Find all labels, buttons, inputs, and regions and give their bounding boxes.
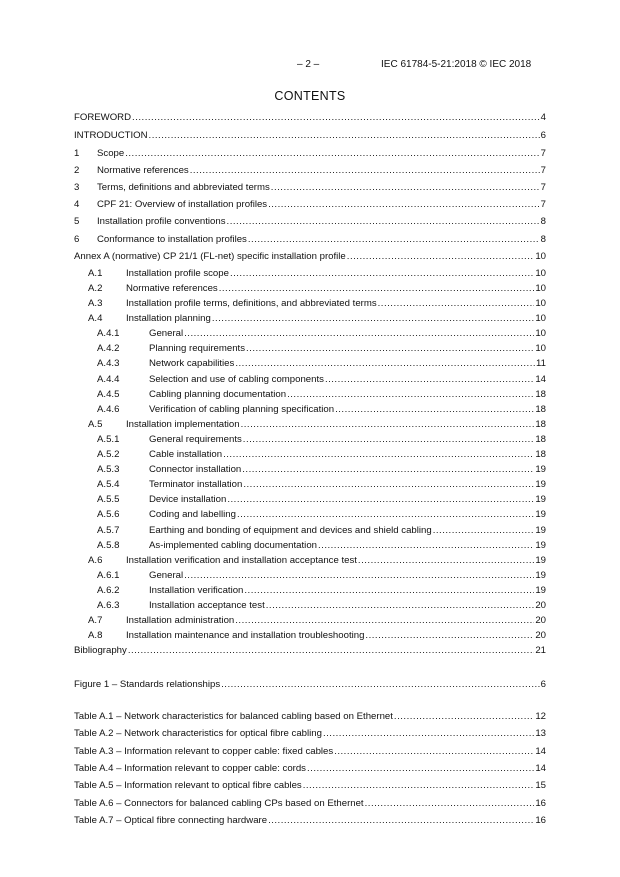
toc-entry-page: 10 — [535, 268, 546, 279]
dot-leader — [221, 679, 540, 690]
toc-entry[interactable] — [74, 679, 546, 693]
toc-entry-page: 21 — [535, 645, 546, 656]
toc-entry-number: A.4.4 — [97, 374, 120, 385]
toc-entry-number: A.5.1 — [97, 434, 120, 445]
toc-entry-number: A.6.3 — [97, 600, 120, 611]
toc-entry-label: Earthing and bonding of equipment and devices and shield cabling — [149, 525, 432, 536]
toc-entry-number: A.6 — [88, 555, 103, 566]
toc-entry-label: Installation verification and installation acceptance test — [126, 555, 357, 566]
toc-entry-label: Table A.1 – Network characteristics for balanced cabling based on Ethernet — [74, 711, 393, 722]
toc-entry-page: 14 — [535, 374, 546, 385]
dot-leader — [128, 645, 535, 656]
dot-leader — [268, 199, 540, 210]
toc-entry[interactable] — [74, 182, 546, 196]
toc-entry-page: 13 — [535, 728, 546, 740]
toc-entry-label: INTRODUCTION — [74, 130, 148, 141]
toc-entry-label: Annex A (normative) CP 21/1 (FL-net) specific installation profile — [74, 251, 346, 262]
toc-entry-page: 18 — [535, 389, 546, 400]
dot-leader — [242, 464, 534, 475]
toc-entry-page: 10 — [535, 251, 546, 262]
toc-entry-page: 19 — [535, 464, 546, 475]
toc-entry-number: A.5.6 — [97, 509, 120, 520]
document-reference: IEC 61784-5-21:2018 © IEC 2018 — [381, 59, 532, 70]
toc-entry-label: General requirements — [149, 434, 242, 445]
toc-entry-page: 14 — [535, 745, 546, 757]
dot-leader — [223, 449, 534, 460]
toc-entry-label: Installation acceptance test — [149, 600, 265, 611]
toc-entry[interactable] — [74, 585, 546, 599]
toc-entry[interactable] — [74, 815, 546, 829]
toc-entry-number: A.2 — [88, 283, 103, 294]
toc-entry-label: Coding and labelling — [149, 509, 236, 520]
toc-entry-number: A.5.3 — [97, 464, 120, 475]
toc-entry[interactable] — [74, 728, 546, 742]
dot-leader — [230, 268, 534, 279]
toc-entry[interactable] — [74, 540, 546, 554]
toc-entry-label: Planning requirements — [149, 343, 245, 354]
toc-entry-label: Verification of cabling planning specification — [149, 404, 335, 415]
toc-entry-page: 7 — [540, 148, 546, 159]
dot-leader — [323, 728, 534, 739]
toc-entry-page: 8 — [540, 216, 546, 227]
dot-leader — [149, 130, 540, 141]
dot-leader — [227, 494, 534, 505]
dot-leader — [184, 570, 534, 581]
toc-entry-page: 20 — [535, 630, 546, 641]
toc-entry-label: As-implemented cabling documentation — [149, 540, 317, 551]
dot-leader — [243, 434, 535, 445]
dot-leader — [246, 343, 534, 354]
toc-entry-page: 6 — [540, 679, 546, 690]
dot-leader — [244, 585, 534, 596]
toc-entry-page: 19 — [535, 525, 546, 536]
toc-entry-label: FOREWORD — [74, 112, 132, 123]
toc-entry-page: 12 — [535, 711, 546, 722]
toc-entry[interactable] — [74, 374, 546, 388]
toc-entry-label: Normative references — [126, 283, 218, 294]
toc-entry[interactable] — [74, 358, 546, 372]
toc-entry[interactable] — [74, 645, 546, 659]
toc-entry-page: 10 — [535, 313, 546, 324]
toc-entry-page: 7 — [540, 199, 546, 210]
toc-entry-number: 5 — [74, 216, 80, 227]
toc-entry[interactable] — [74, 525, 546, 539]
dot-leader — [248, 234, 540, 245]
toc-entry-number: 6 — [74, 234, 80, 245]
toc-entry-number: 1 — [74, 148, 80, 159]
toc-entry-label: Table A.2 – Network characteristics for optical fibre cabling — [74, 728, 322, 740]
dot-leader — [378, 298, 535, 309]
toc-entry[interactable] — [74, 434, 546, 448]
toc-entry-number: A.5 — [88, 419, 103, 430]
toc-entry[interactable] — [74, 509, 546, 523]
toc-entry-number: A.5.4 — [97, 479, 120, 490]
toc-entry-page: 16 — [535, 797, 546, 809]
toc-entry[interactable] — [74, 449, 546, 463]
toc-entry-page: 19 — [535, 585, 546, 596]
toc-entry[interactable] — [74, 419, 546, 433]
dot-leader — [219, 283, 535, 294]
toc-entry[interactable] — [74, 555, 546, 569]
toc-entry-label: Figure 1 – Standards relationships — [74, 679, 221, 690]
dot-leader — [271, 182, 540, 193]
toc-entry-label: Installation verification — [149, 585, 244, 596]
toc-entry[interactable] — [74, 251, 546, 265]
toc-entry[interactable] — [74, 216, 546, 230]
toc-entry[interactable] — [74, 234, 546, 248]
toc-entry-page: 19 — [535, 570, 546, 581]
contents-title: CONTENTS — [274, 89, 346, 103]
toc-entry-label: Device installation — [149, 494, 227, 505]
dot-leader — [365, 798, 535, 809]
toc-entry[interactable] — [74, 570, 546, 584]
toc-entry-page: 15 — [535, 780, 546, 792]
toc-entry-page: 19 — [535, 540, 546, 551]
dot-leader — [184, 328, 534, 339]
toc-entry[interactable] — [74, 165, 546, 179]
toc-entry-number: 4 — [74, 199, 80, 210]
toc-entry-page: 19 — [535, 509, 546, 520]
toc-entry-page: 19 — [535, 555, 546, 566]
toc-entry-label: General — [149, 328, 184, 339]
toc-entry-label: Selection and use of cabling components — [149, 374, 324, 385]
toc-entry-label: Bibliography — [74, 645, 127, 656]
toc-entry-page: 20 — [535, 615, 546, 626]
toc-entry[interactable] — [74, 615, 546, 629]
toc-entry[interactable] — [74, 600, 546, 614]
toc-entry-page: 16 — [535, 814, 546, 826]
toc-entry-label: Cable installation — [149, 449, 223, 460]
toc-entry-label: Installation administration — [126, 615, 235, 626]
toc-entry-page: 7 — [540, 165, 546, 176]
toc-entry-number: A.4.6 — [97, 404, 120, 415]
dot-leader — [318, 540, 534, 551]
toc-entry[interactable] — [74, 798, 546, 812]
toc-entry[interactable] — [74, 298, 546, 312]
toc-entry-number: A.3 — [88, 298, 103, 309]
dot-leader — [190, 165, 540, 176]
toc-entry[interactable] — [74, 494, 546, 508]
toc-entry-label: CPF 21: Overview of installation profiles — [97, 199, 268, 210]
toc-entry-page: 18 — [535, 434, 546, 445]
dot-leader — [287, 389, 534, 400]
dot-leader — [394, 711, 534, 722]
toc-entry-number: A.1 — [88, 268, 103, 279]
toc-entry-number: A.8 — [88, 630, 103, 641]
toc-entry-label: Terminator installation — [149, 479, 243, 490]
toc-entry[interactable] — [74, 313, 546, 327]
toc-entry-label: Installation profile scope — [126, 268, 229, 279]
toc-entry-number: A.4.5 — [97, 389, 120, 400]
toc-entry-label: Scope — [97, 148, 125, 159]
dot-leader — [358, 555, 534, 566]
toc-entry[interactable] — [74, 404, 546, 418]
toc-entry-page: 11 — [536, 358, 546, 369]
toc-entry-label: Installation maintenance and installation troubleshooting — [126, 630, 365, 641]
dot-leader — [227, 216, 540, 227]
dot-leader — [268, 815, 534, 826]
dot-leader — [347, 251, 535, 262]
page-header — [0, 59, 620, 73]
toc-entry[interactable] — [74, 328, 546, 342]
toc-entry-label: Table A.3 – Information relevant to copper cable: fixed cables — [74, 745, 334, 757]
toc-entry[interactable] — [74, 780, 546, 794]
toc-entry[interactable] — [74, 268, 546, 282]
toc-entry[interactable] — [74, 746, 546, 760]
toc-entry-label: Normative references — [97, 165, 189, 176]
page-number: – 2 – — [297, 59, 320, 70]
toc-entry-number: A.5.8 — [97, 540, 120, 551]
toc-entry-label: Table A.4 – Information relevant to copper cable: cords — [74, 762, 306, 774]
toc-entry-page: 10 — [535, 343, 546, 354]
toc-entry-label: Connector installation — [149, 464, 242, 475]
toc-entry-label: Cabling planning documentation — [149, 389, 287, 400]
dot-leader — [241, 419, 535, 430]
dot-leader — [235, 615, 534, 626]
toc-entry-label: Installation profile conventions — [97, 216, 226, 227]
toc-entry-number: A.7 — [88, 615, 103, 626]
toc-entry-number: A.4.3 — [97, 358, 120, 369]
toc-entry-page: 18 — [535, 404, 546, 415]
toc-entry-number: A.5.7 — [97, 525, 120, 536]
dot-leader — [266, 600, 535, 611]
toc-entry-number: A.6.2 — [97, 585, 120, 596]
toc-entry-page: 19 — [535, 494, 546, 505]
dot-leader — [125, 148, 539, 159]
toc-entry-number: 2 — [74, 165, 80, 176]
toc-entry-page: 18 — [535, 449, 546, 460]
toc-entry-number: 3 — [74, 182, 80, 193]
dot-leader — [235, 358, 535, 369]
dot-leader — [433, 525, 535, 536]
dot-leader — [237, 509, 534, 520]
toc-entry[interactable] — [74, 464, 546, 478]
dot-leader — [325, 374, 534, 385]
toc-entry-label: General — [149, 570, 184, 581]
toc-entry-label: Table A.5 – Information relevant to optical fibre cables — [74, 780, 302, 792]
toc-entry-number: A.4.1 — [97, 328, 120, 339]
toc-entry-number: A.5.2 — [97, 449, 120, 460]
toc-entry[interactable] — [74, 148, 546, 162]
toc-entry-label: Installation profile terms, definitions, and abbreviated terms — [126, 298, 377, 309]
toc-entry-page: 8 — [540, 234, 546, 245]
dot-leader — [243, 479, 534, 490]
dot-leader — [303, 780, 535, 791]
toc-entry-page: 10 — [535, 328, 546, 339]
toc-entry[interactable] — [74, 479, 546, 493]
toc-entry[interactable] — [74, 711, 546, 725]
toc-entry-label: Table A.6 – Connectors for balanced cabling CPs based on Ethernet — [74, 797, 364, 809]
dot-leader — [334, 746, 534, 757]
dot-leader — [335, 404, 534, 415]
toc-entry-page: 19 — [535, 479, 546, 490]
dot-leader — [307, 763, 534, 774]
toc-entry[interactable] — [74, 630, 546, 644]
toc-entry-number: A.5.5 — [97, 494, 120, 505]
dot-leader — [132, 112, 540, 123]
toc-entry[interactable] — [74, 343, 546, 357]
toc-entry-page: 10 — [535, 298, 546, 309]
toc-entry-label: Terms, definitions and abbreviated terms — [97, 182, 270, 193]
toc-entry-page: 6 — [540, 130, 546, 141]
dot-leader — [212, 313, 535, 324]
toc-entry[interactable] — [74, 283, 546, 297]
toc-entry-number: A.4.2 — [97, 343, 120, 354]
toc-entry[interactable] — [74, 389, 546, 403]
toc-entry-number: A.6.1 — [97, 570, 120, 581]
toc-entry-page: 10 — [535, 283, 546, 294]
toc-entry-number: A.4 — [88, 313, 103, 324]
toc-entry-label: Network capabilities — [149, 358, 235, 369]
toc-entry-page: 14 — [535, 762, 546, 774]
toc-entry-label: Conformance to installation profiles — [97, 234, 247, 245]
toc-entry-page: 4 — [540, 112, 546, 123]
toc-entry-page: 20 — [535, 600, 546, 611]
toc-entry[interactable] — [74, 112, 546, 126]
dot-leader — [365, 630, 534, 641]
toc-entry[interactable] — [74, 763, 546, 777]
toc-entry[interactable] — [74, 199, 546, 213]
toc-entry[interactable] — [74, 130, 546, 144]
toc-entry-label: Installation planning — [126, 313, 211, 324]
toc-entry-page: 18 — [535, 419, 546, 430]
toc-entry-page: 7 — [540, 182, 546, 193]
toc-entry-label: Installation implementation — [126, 419, 240, 430]
toc-entry-label: Table A.7 – Optical fibre connecting hardware — [74, 814, 268, 826]
